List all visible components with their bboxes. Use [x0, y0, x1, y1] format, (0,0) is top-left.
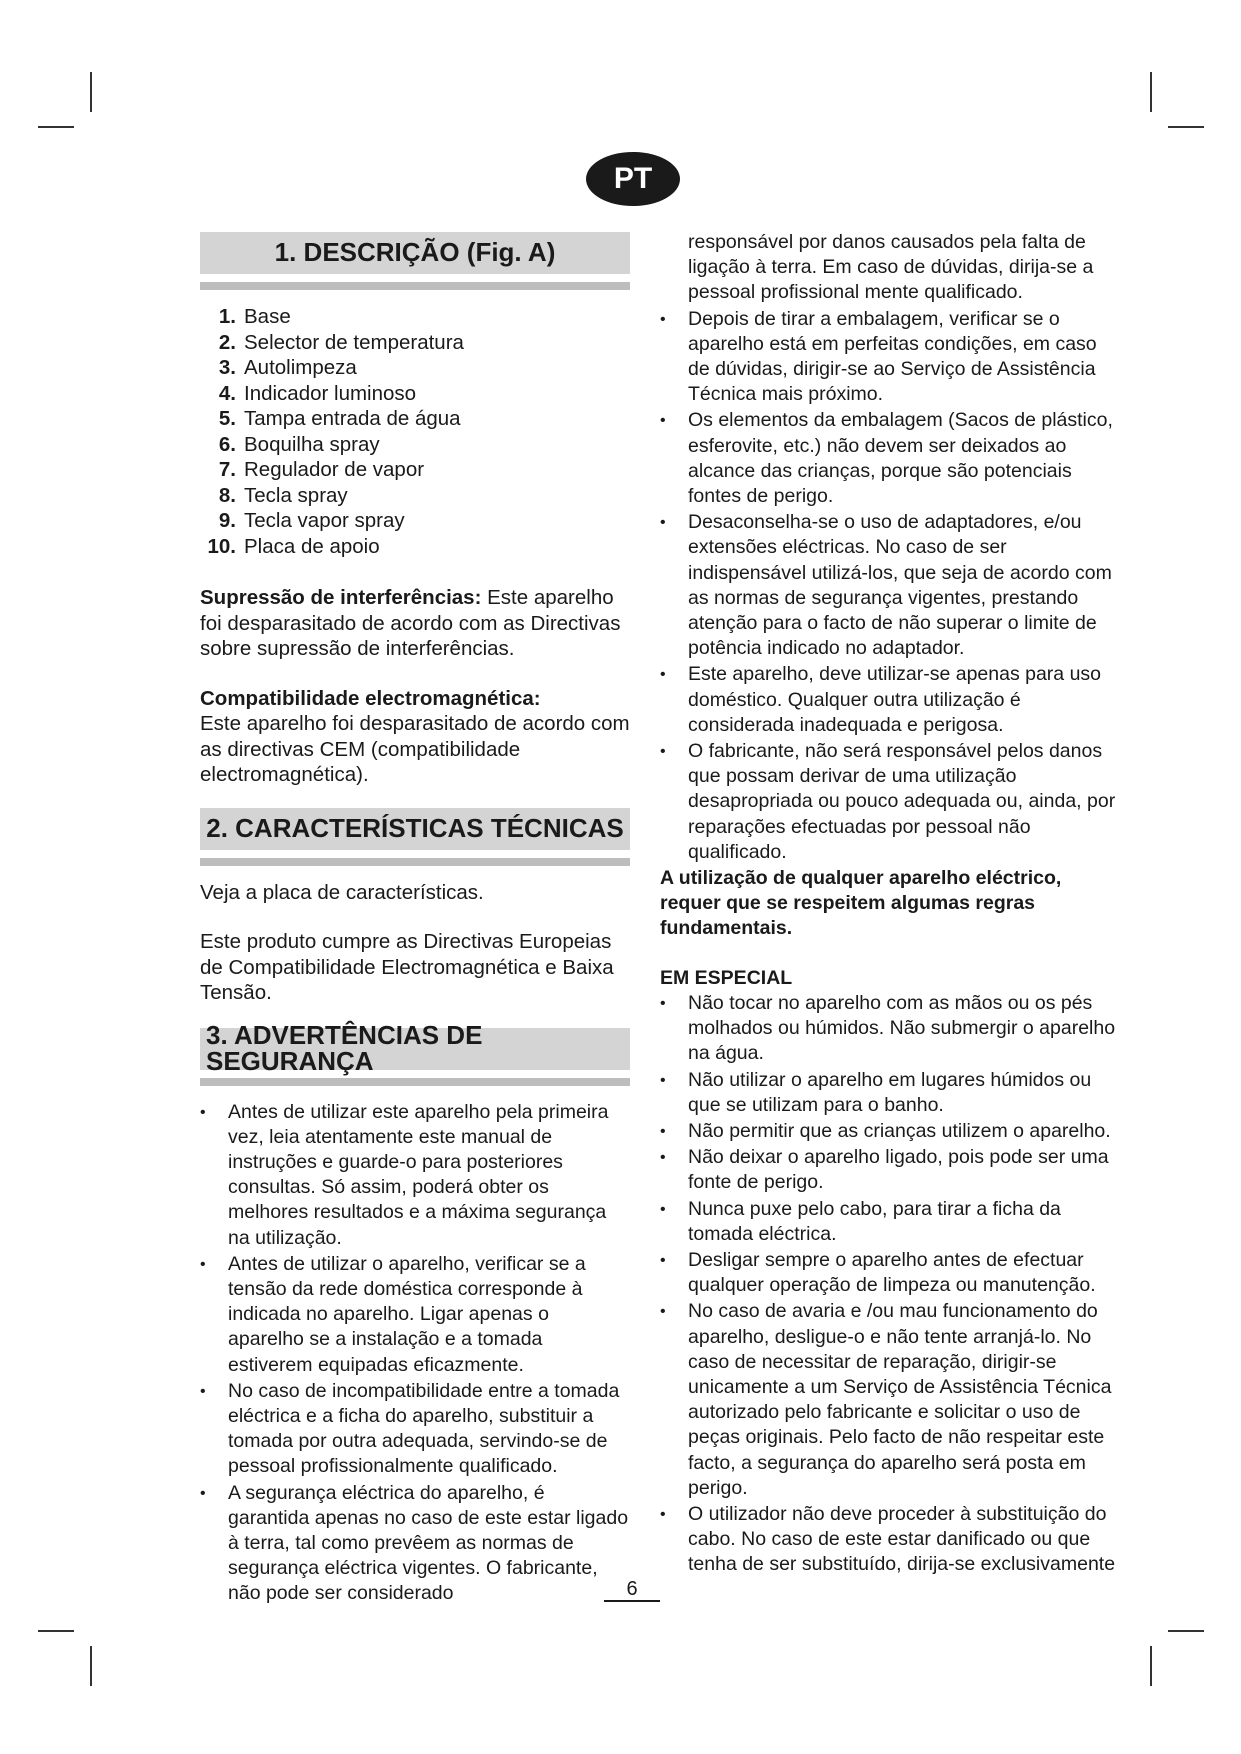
- crop-mark-top-left-vertical: [90, 72, 92, 112]
- item-label: Regulador de vapor: [244, 458, 425, 481]
- list-item: [200, 534, 630, 560]
- list-item: [200, 483, 630, 509]
- crop-mark-top-left-horizontal: [38, 126, 74, 128]
- list-item: [200, 508, 630, 534]
- list-item: • No caso de incompatibilidade entre a tomada eléctrica e a ficha do aparelho, substituir a tomada por outra adequada, servindo-se de pessoal profissionalmente qualificado.: [200, 1379, 630, 1480]
- section3-heading: 3. ADVERTÊNCIAS DE SEGURANÇA: [200, 1028, 630, 1078]
- item-label: Indicador luminoso: [244, 381, 417, 405]
- item-number: 5.: [218, 407, 236, 430]
- list-item: • O fabricante, não será responsável pelos danos que possam derivar de uma utilização desapropriada ou pouco adequada ou, ainda, por reparações efectuadas por pessoal não qualificado.: [660, 739, 1120, 865]
- suppression-text: Este aparelho foi desparasitado de acordo com as Directivas sobre supressão de interferências.: [200, 586, 621, 660]
- crop-mark-bottom-left-vertical: [90, 1646, 92, 1686]
- item-label: Tecla spray: [244, 483, 348, 507]
- page-number: 6: [604, 1578, 660, 1602]
- item-label: Tampa entrada de água: [244, 407, 461, 430]
- section2-paragraph-1: Veja a placa de características.: [200, 880, 484, 904]
- crop-mark-top-right-vertical: [1150, 72, 1152, 112]
- item-label: Placa de apoio: [244, 534, 380, 558]
- list-item: • No caso de avaria e /ou mau funcionamento do aparelho, desligue-o e não tente arranjá-lo. No caso de necessitar de reparação, dirigir-se unicamente a um Serviço de Assistência Técnica autorizado pelo fabricante e solicitar o uso de peças originais. Pelo facto de não respeitar este facto, a segurança do aparelho será posta em perigo.: [660, 1299, 1120, 1501]
- list-item: • Desaconselha-se o uso de adaptadores, e/ou extensões eléctricas. No caso de ser indispensável utilizá-los, que seja de acordo com as normas de segurança vigentes, prestando atenção para o facto de não superar o limite de potência indicado no adaptador.: [660, 510, 1120, 661]
- crop-mark-bottom-right-horizontal: [1168, 1630, 1204, 1632]
- item-number: 2.: [218, 330, 236, 354]
- compatibility-paragraph: [200, 686, 630, 788]
- list-item: • Nunca puxe pelo cabo, para tirar a ficha da tomada eléctrica.: [660, 1197, 1120, 1247]
- list-item: [200, 381, 630, 407]
- list-item: • Não deixar o aparelho ligado, pois pode ser uma fonte de perigo.: [660, 1145, 1120, 1195]
- special-rules-list: [660, 991, 1120, 1578]
- item-number: 4.: [218, 381, 236, 405]
- item-number: 1.: [218, 305, 236, 328]
- list-item: • Este aparelho, deve utilizar-se apenas para uso doméstico. Qualquer outra utilização é considerada inadequada e perigosa.: [660, 662, 1120, 738]
- item-number: 9.: [218, 509, 236, 532]
- left-column: [200, 232, 630, 1608]
- item-label: Base: [244, 305, 291, 328]
- item-label: Selector de temperatura: [244, 330, 464, 354]
- section2-paragraph-2: Este produto cumpre as Directivas Europeias de Compatibilidade Electromagnética e Baixa Tensão.: [200, 930, 614, 1004]
- item-number: 8.: [218, 483, 236, 507]
- list-item: • Não permitir que as crianças utilizem o aparelho.: [660, 1119, 1120, 1144]
- safety-list-continued: [660, 307, 1120, 865]
- parts-list: [200, 304, 630, 559]
- item-number: 3.: [218, 356, 236, 379]
- item-label: Tecla vapor spray: [244, 509, 405, 532]
- crop-mark-bottom-left-horizontal: [38, 1630, 74, 1632]
- crop-mark-bottom-right-vertical: [1150, 1646, 1152, 1686]
- section2-heading: 2. CARACTERÍSTICAS TÉCNICAS: [200, 808, 630, 858]
- list-item: • Os elementos da embalagem (Sacos de plástico, esferovite, etc.) não devem ser deixados ao alcance das crianças, porque são potenciais fontes de perigo.: [660, 408, 1120, 509]
- item-label: Autolimpeza: [244, 356, 357, 379]
- list-item: [200, 304, 630, 330]
- item-number: 10.: [207, 534, 236, 558]
- em-especial-heading: EM ESPECIAL: [660, 966, 793, 989]
- language-badge: PT: [586, 152, 680, 206]
- list-item: • Desligar sempre o aparelho antes de efectuar qualquer operação de limpeza ou manutenção.: [660, 1248, 1120, 1298]
- suppression-paragraph: [200, 585, 630, 662]
- list-item: • Não tocar no aparelho com as mãos ou os pés molhados ou húmidos. Não submergir o aparelho na água.: [660, 991, 1120, 1067]
- rules-note: A utilização de qualquer aparelho eléctrico, requer que se respeitem algumas regras fundamentais.: [660, 867, 1062, 940]
- list-item: • A segurança eléctrica do aparelho, é garantida apenas no caso de este estar ligado à terra, tal como prevêem as normas de segurança eléctrica vigentes. O fabricante, não pode ser considerado: [200, 1481, 630, 1607]
- list-item: • O utilizador não deve proceder à substituição do cabo. No caso de este estar danificado ou que tenha de ser substituído, dirija-se exclusivamente: [660, 1502, 1120, 1578]
- suppression-label: Supressão de interferências:: [200, 586, 482, 609]
- list-item: • Antes de utilizar este aparelho pela primeira vez, leia atentamente este manual de instruções e guarde-o para posteriores consultas. Só assim, poderá obter os melhores resultados e a máxima segurança na utilização.: [200, 1100, 630, 1251]
- right-column: [660, 230, 1120, 1579]
- compatibility-label: Compatibilidade electromagnética:: [200, 686, 541, 710]
- list-item: [200, 330, 630, 356]
- list-item: [200, 457, 630, 483]
- crop-mark-top-right-horizontal: [1168, 126, 1204, 128]
- list-item: • Não utilizar o aparelho em lugares húmidos ou que se utilizam para o banho.: [660, 1068, 1120, 1118]
- continuation-text: responsável por danos causados pela falta de ligação à terra. Em caso de dúvidas, dirija-se a pessoal profissional mente qualificado.: [688, 231, 1094, 304]
- safety-list: [200, 1100, 630, 1607]
- list-item: [200, 406, 630, 432]
- list-item: • Antes de utilizar o aparelho, verificar se a tensão da rede doméstica corresponde à indicada no aparelho. Ligar apenas o aparelho se a instalação e a tomada estiverem equipadas eficazmente.: [200, 1252, 630, 1378]
- compatibility-text: Este aparelho foi desparasitado de acordo com as directivas CEM (compatibilidade electromagnética).: [200, 712, 630, 786]
- item-label: Boquilha spray: [244, 432, 380, 456]
- list-item: [200, 432, 630, 458]
- item-number: 7.: [218, 458, 236, 481]
- item-number: 6.: [218, 432, 236, 456]
- section1-heading: 1. DESCRIÇÃO (Fig. A): [200, 232, 630, 282]
- list-item: [200, 355, 630, 381]
- list-item: • Depois de tirar a embalagem, verificar se o aparelho está em perfeitas condições, em caso de dúvidas, dirigir-se ao Serviço de Assistência Técnica mais próximo.: [660, 307, 1120, 408]
